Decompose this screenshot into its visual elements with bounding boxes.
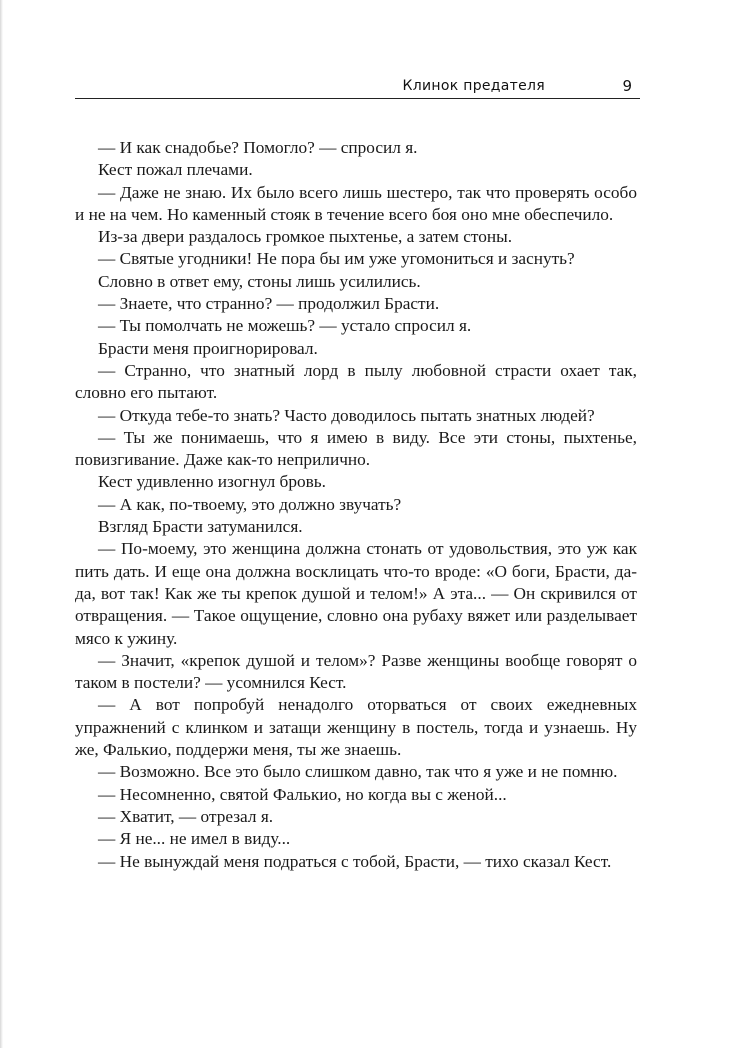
paragraph: — Даже не знаю. Их было всего лишь шестеро, так что проверять особо и не на чем. Но каменный стояк в течение всего боя оно мне обеспечило. [75,182,637,224]
paragraph: — И как снадобье? Помогло? — спросил я. [98,138,418,157]
paragraph: — Святые угодники! Не пора бы им уже угомониться и заснуть? [98,249,575,269]
running-header-title: Клинок предателя [402,78,545,94]
paragraph: — Знаете, что странно? — продолжил Брасти. [98,294,440,314]
paragraph: — Ты же понимаешь, что я имею в виду. Все эти стоны, пыхтенье, повизгивание. Даже как-то неприлично. [75,427,637,470]
page-edge-shadow [0,0,3,1048]
running-header [75,74,640,99]
paragraph: — Несомненно, святой Фалькио, но когда вы с женой... [98,784,507,804]
paragraph: Брасти меня проигнорировал. [98,338,318,358]
paragraph: — Не вынуждай меня подраться с тобой, Брасти, — тихо сказал Кест. [98,851,612,871]
paragraph: — Откуда тебе-то знать? Часто доводилось пытать знатных людей? [98,405,595,425]
paragraph: Кест удивленно изогнул бровь. [98,472,326,492]
paragraph: Из-за двери раздалось громкое пыхтенье, а затем стоны. [98,227,513,247]
paragraph: Взгляд Брасти затуманился. [98,517,303,537]
paragraph: — Возможно. Все это было слишком давно, так что я уже и не помню. [98,762,618,782]
page-number: 9 [622,77,632,95]
paragraph: — А как, по-твоему, это должно звучать? [98,494,402,514]
paragraph: — Значит, «крепок душой и телом»? Разве женщины вообще говорят о таком в постели? — усомнился Кест. [75,650,637,693]
paragraph: Кест пожал плечами. [98,160,253,180]
paragraph: — По-моему, это женщина должна стонать от удовольствия, это уж как пить дать. И еще она должна восклицать что-то вроде: «О боги, Брасти, да-да, вот так! Как же ты крепок душой и телом!» А эта... — Он скривился от отвращения. — Такое ощущение, словно она рубаху вяжет или разделывает мясо к ужину. [75,539,637,648]
paragraph: — А вот попробуй ненадолго оторваться от своих ежедневных упражнений с клинком и затащи женщину в постель, тогда и узнаешь. Ну же, Фалькио, поддержи меня, ты же знаешь. [75,695,637,760]
paragraph: — Я не... не имел в виду... [98,829,291,849]
paragraph: — Ты помолчать не можешь? — устало спросил я. [98,316,472,336]
paragraph: — Хватит, — отрезал я. [98,806,274,826]
paragraph: Словно в ответ ему, стоны лишь усилились. [98,271,421,291]
body-text [75,137,637,873]
paragraph: — Странно, что знатный лорд в пылу любовной страсти охает так, словно его пытают. [75,360,637,403]
